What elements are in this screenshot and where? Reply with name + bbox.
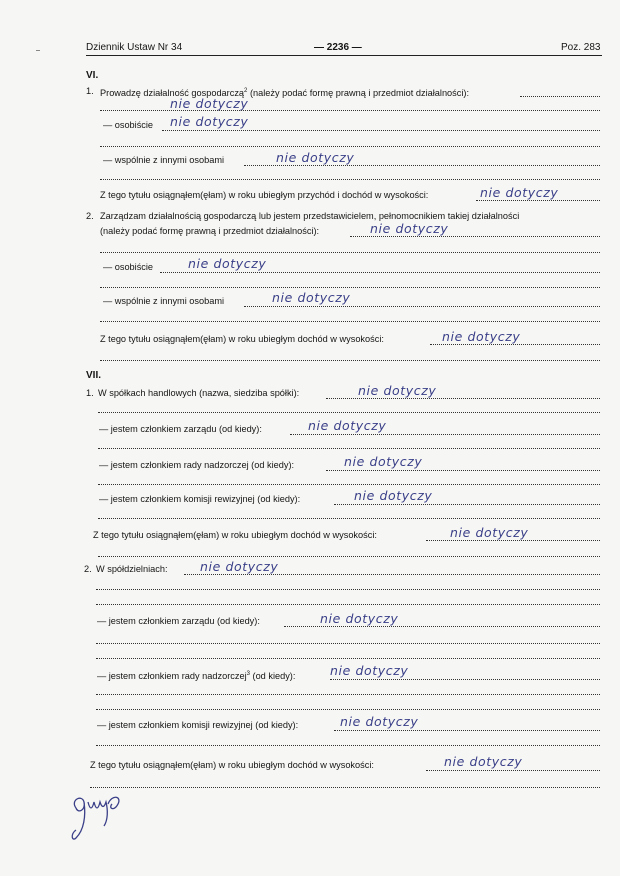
- position-number: Poz. 283: [561, 42, 601, 53]
- vi-1-jointly-line[interactable]: [244, 165, 600, 166]
- vi-2-jointly-line[interactable]: [244, 306, 600, 307]
- vi-1-line[interactable]: [100, 146, 600, 147]
- vii-1-audit-label: — jestem członkiem komisji rewizyjnej (od kiedy):: [99, 494, 301, 504]
- vii-1-line[interactable]: [98, 556, 600, 557]
- vi-2-income-answer: nie dotyczy: [442, 329, 521, 344]
- vii-1-number: 1.: [86, 388, 94, 398]
- vii-2-supervisory-answer: nie dotyczy: [330, 663, 409, 678]
- vi-1-line[interactable]: [100, 110, 600, 111]
- vi-1-line[interactable]: [520, 96, 600, 97]
- vi-2-income-label: Z tego tytułu osiągnąłem(ęłam) w roku ubiegłym dochód w wysokości:: [100, 334, 384, 344]
- vi-2-line[interactable]: [100, 252, 600, 253]
- vi-2-number: 2.: [86, 211, 94, 221]
- vii-2-line[interactable]: [96, 694, 600, 695]
- page-number: — 2236 —: [314, 42, 362, 53]
- vi-1-label: Prowadzę działalność gospodarczą$^2$ (należy podać formę prawną i przedmiot działalności):: [100, 88, 470, 99]
- vii-2-label: W spółdzielniach:: [96, 564, 168, 574]
- header-rule: [86, 55, 602, 56]
- vii-2-line[interactable]: [96, 604, 600, 605]
- vi-2-line[interactable]: [350, 236, 600, 237]
- vi-2-personally-answer: nie dotyczy: [188, 256, 267, 271]
- vi-1-jointly-label: — wspólnie z innymi osobami: [103, 155, 225, 165]
- vi-1-income-label: Z tego tytułu osiągnąłem(ęłam) w roku ubiegłym przychód i dochód w wysokości:: [100, 190, 429, 200]
- vi-1-personally-label: — osobiście: [103, 120, 154, 130]
- signature-icon: [68, 786, 138, 846]
- vii-2-audit-line[interactable]: [334, 730, 600, 731]
- vi-1-income-line[interactable]: [476, 200, 600, 201]
- vii-2-income-line[interactable]: [426, 770, 600, 771]
- vi-1-number: 1.: [86, 86, 94, 96]
- vi-2-income-line[interactable]: [430, 344, 600, 345]
- vii-2-number: 2.: [84, 564, 92, 574]
- vii-1-line[interactable]: [98, 412, 600, 413]
- vi-2-label-cont: (należy podać formę prawną i przedmiot działalności):: [100, 226, 320, 236]
- vii-1-supervisory-answer: nie dotyczy: [344, 454, 423, 469]
- vi-2-line[interactable]: [100, 360, 600, 361]
- vii-1-income-line[interactable]: [426, 540, 600, 541]
- vii-1-supervisory-label: — jestem członkiem rady nadzorczej (od kiedy):: [99, 460, 295, 470]
- vii-2-line[interactable]: [96, 745, 600, 746]
- vii-2-line[interactable]: [96, 709, 600, 710]
- vii-1-answer: nie dotyczy: [358, 383, 437, 398]
- vii-2-answer: nie dotyczy: [200, 559, 279, 574]
- vii-1-board-line[interactable]: [290, 434, 600, 435]
- vii-1-line[interactable]: [98, 518, 600, 519]
- vi-1-line[interactable]: [100, 179, 600, 180]
- vii-2-line[interactable]: [184, 574, 600, 575]
- vii-1-audit-line[interactable]: [334, 504, 600, 505]
- vii-1-line[interactable]: [98, 484, 600, 485]
- vii-2-supervisory-line[interactable]: [330, 679, 600, 680]
- vii-1-income-answer: nie dotyczy: [450, 525, 529, 540]
- vii-2-supervisory-label: — jestem członkiem rady nadzorczej$^3$ (od kiedy):: [97, 671, 296, 682]
- vii-1-line[interactable]: [326, 398, 600, 399]
- vii-2-board-label: — jestem członkiem zarządu (od kiedy):: [97, 616, 260, 626]
- vii-1-board-label: — jestem członkiem zarządu (od kiedy):: [99, 424, 262, 434]
- vii-1-supervisory-line[interactable]: [326, 470, 600, 471]
- vi-1-income-answer: nie dotyczy: [480, 185, 559, 200]
- vi-2-personally-line[interactable]: [160, 272, 600, 273]
- vi-1-jointly-answer: nie dotyczy: [276, 150, 355, 165]
- vii-2-line[interactable]: [96, 643, 600, 644]
- vii-1-board-answer: nie dotyczy: [308, 418, 387, 433]
- vii-1-income-label: Z tego tytułu osiągnąłem(ęłam) w roku ubiegłym dochód w wysokości:: [93, 530, 377, 540]
- vii-2-income-answer: nie dotyczy: [444, 754, 523, 769]
- vii-1-label: W spółkach handlowych (nazwa, siedziba spółki):: [98, 388, 300, 398]
- vi-2-jointly-answer: nie dotyczy: [272, 290, 351, 305]
- vii-2-board-line[interactable]: [284, 626, 600, 627]
- vi-1-personally-answer: nie dotyczy: [170, 114, 249, 129]
- vi-2-line[interactable]: [100, 287, 600, 288]
- section-vii-title: VII.: [86, 370, 102, 381]
- punch-mark: [36, 50, 40, 51]
- vi-2-line[interactable]: [100, 321, 600, 322]
- vii-1-audit-answer: nie dotyczy: [354, 488, 433, 503]
- vii-2-board-answer: nie dotyczy: [320, 611, 399, 626]
- vii-2-line[interactable]: [96, 589, 600, 590]
- journal-title: Dziennik Ustaw Nr 34: [86, 42, 183, 53]
- vi-2-label: Zarządzam działalnością gospodarczą lub jestem przedstawicielem, pełnomocnikiem takiej działalności: [100, 211, 520, 221]
- vii-2-audit-label: — jestem członkiem komisji rewizyjnej (od kiedy):: [97, 720, 299, 730]
- vi-2-personally-label: — osobiście: [103, 262, 154, 272]
- vii-2-income-label: Z tego tytułu osiągnąłem(ęłam) w roku ubiegłym dochód w wysokości:: [90, 760, 374, 770]
- vi-1-answer: nie dotyczy: [170, 96, 249, 111]
- vi-2-answer: nie dotyczy: [370, 221, 449, 236]
- vii-2-line[interactable]: [96, 658, 600, 659]
- vi-1-personally-line[interactable]: [162, 130, 600, 131]
- vii-2-audit-answer: nie dotyczy: [340, 714, 419, 729]
- vi-2-jointly-label: — wspólnie z innymi osobami: [103, 296, 225, 306]
- vii-1-line[interactable]: [98, 448, 600, 449]
- section-vi-title: VI.: [86, 70, 99, 81]
- vii-2-line[interactable]: [90, 787, 600, 788]
